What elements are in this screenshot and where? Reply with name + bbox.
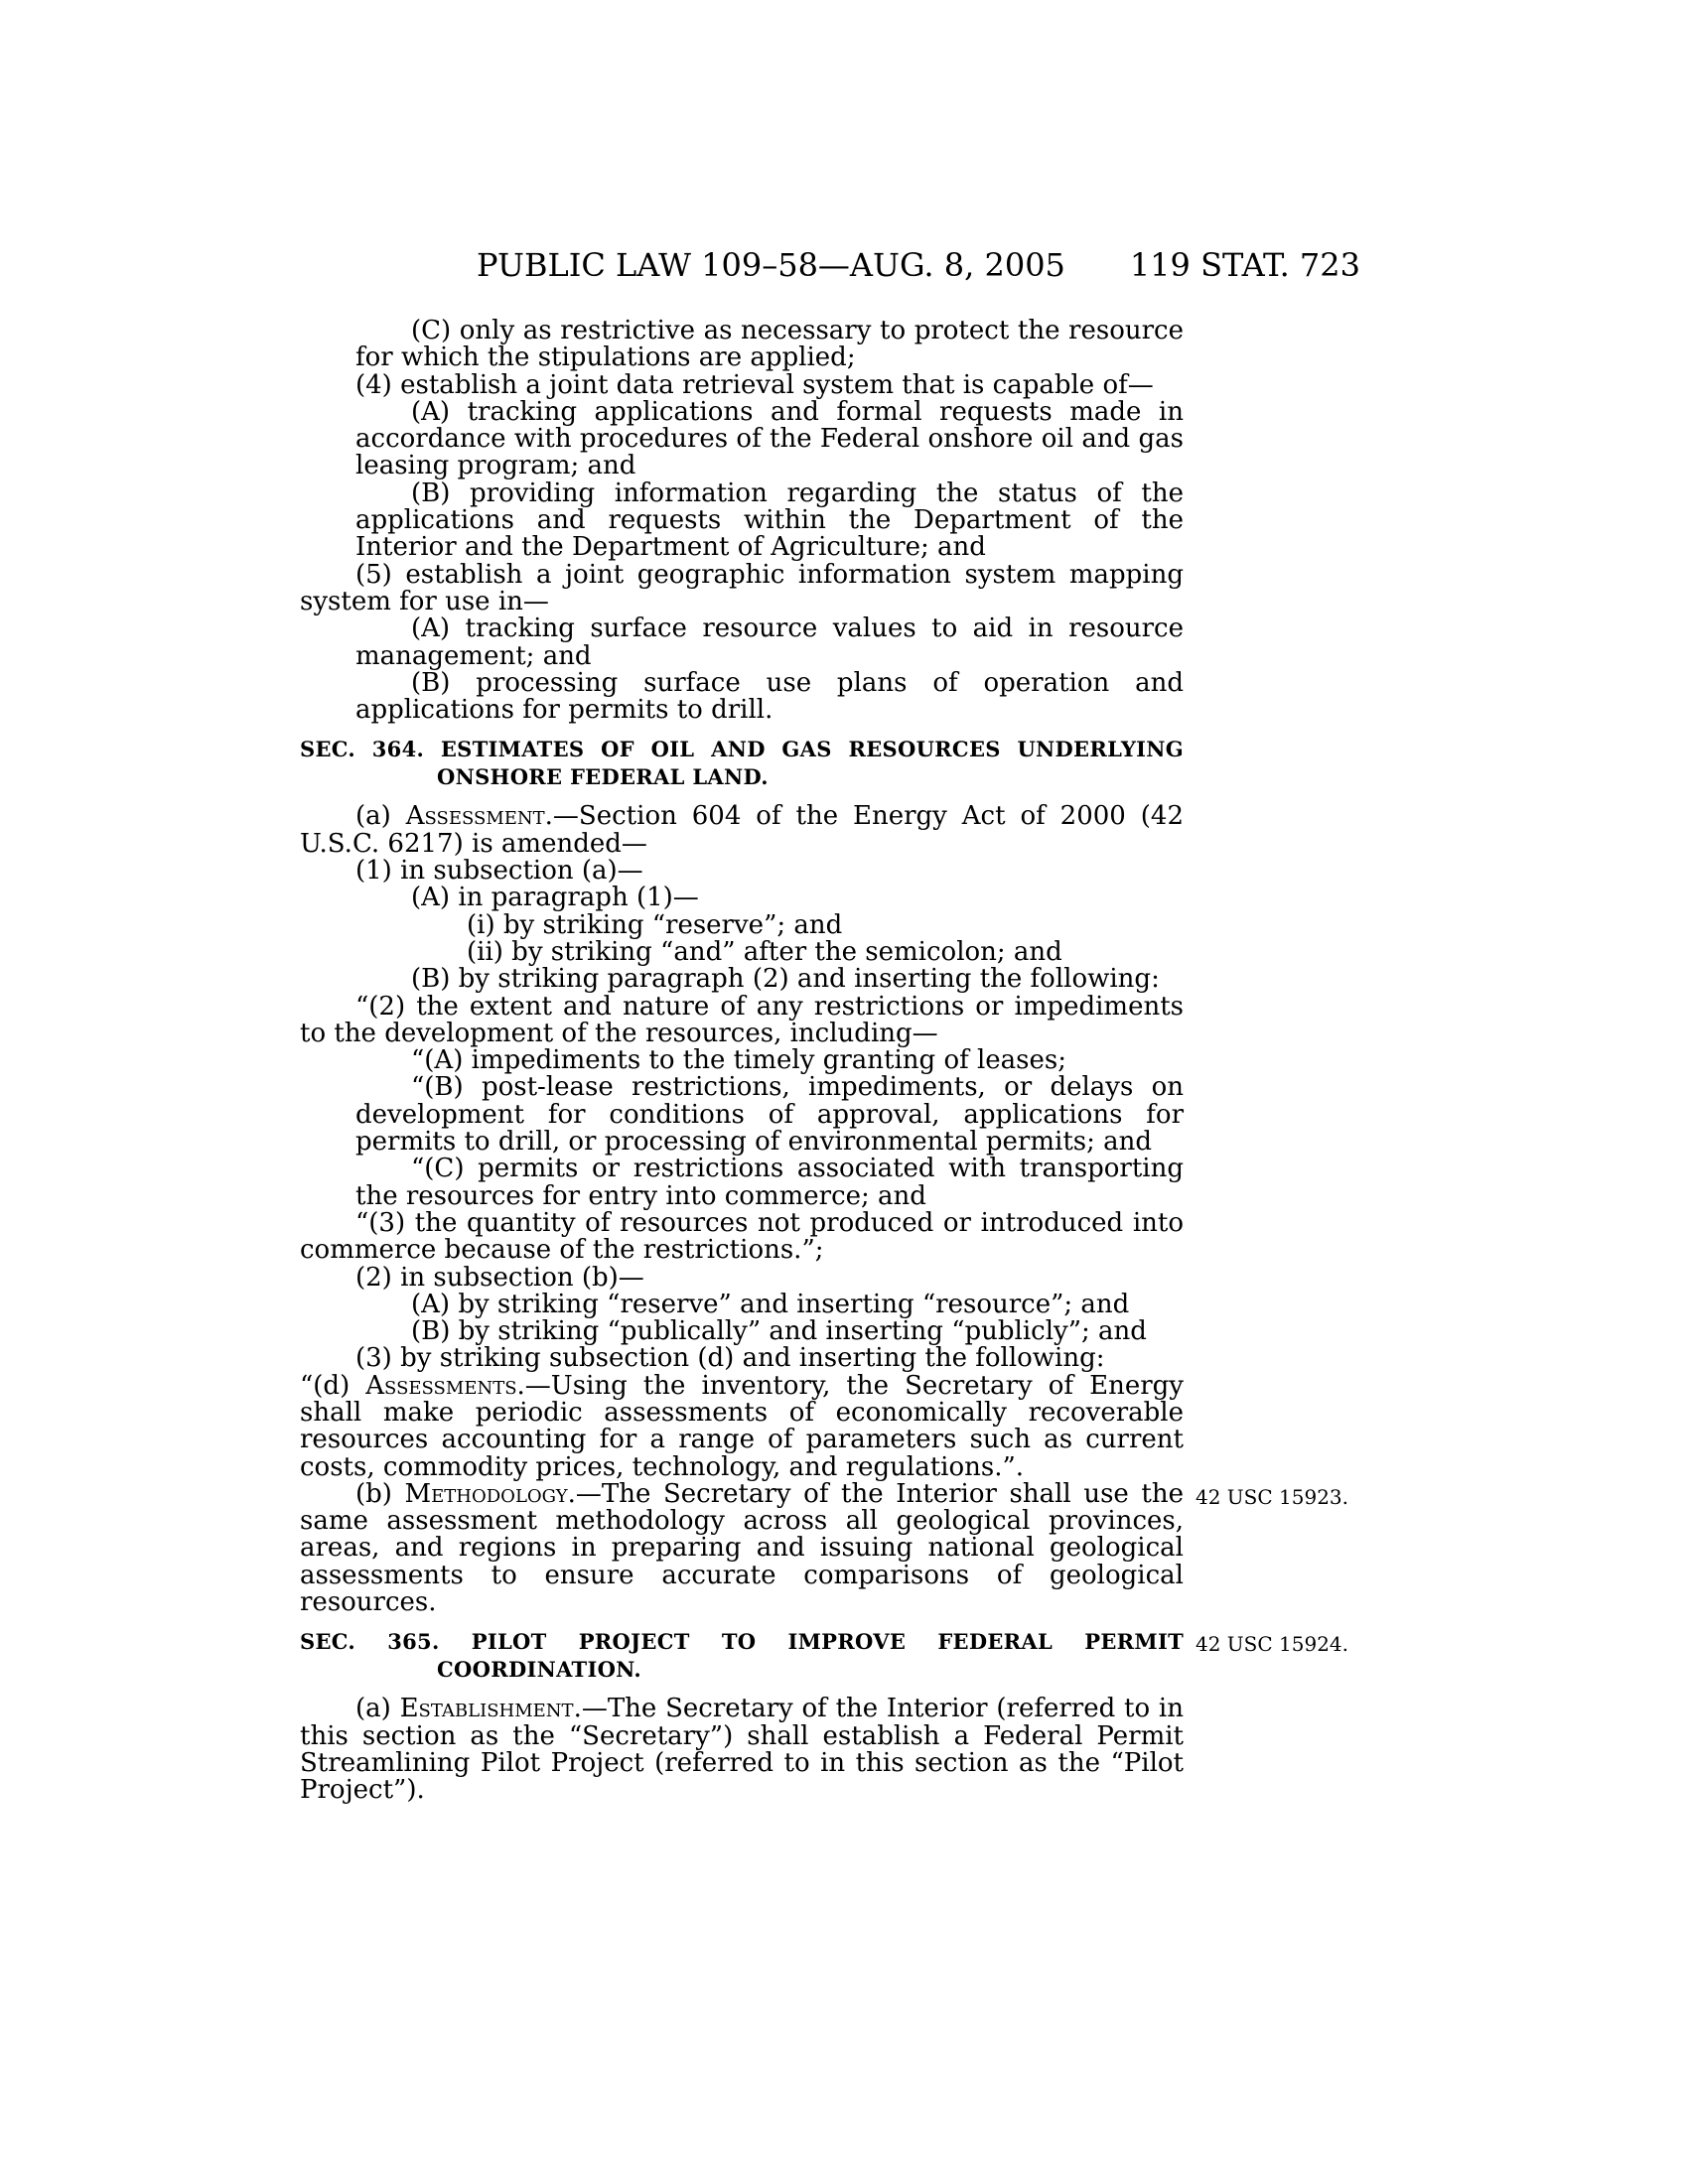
paragraph-text: SEC. 365. PILOT PROJECT TO IMPROVE FEDERAL PERMIT COORDINATION. (300, 1629, 1184, 1683)
paragraph-text: .—Using the inventory, the Secretary of Energy shall make periodic assessments of economically recoverable resources accounting for a range of parameters such as current costs, commodity prices, technology, and regulations.”. (300, 1370, 1184, 1482)
body-paragraph (300, 1696, 1184, 1804)
paragraph-text: “(C) permits or restrictions associated with transporting the resources for entry into commerce; and (355, 1154, 1184, 1211)
body-paragraph (300, 966, 1184, 993)
paragraph-text: (A) tracking surface resource values to aid in resource management; and (355, 614, 1184, 671)
paragraph-text: “(2) the extent and nature of any restrictions or impediments to the development of the resources, including— (300, 991, 1184, 1048)
subsection-heading: Assessments (365, 1370, 517, 1401)
paragraph-text: (i) by striking “reserve”; and (467, 909, 843, 940)
body-paragraph (300, 1262, 1184, 1293)
paragraph-designator: (a) (355, 1694, 400, 1724)
body-paragraph (300, 667, 1184, 726)
body-paragraph (300, 1156, 1184, 1210)
body-paragraph (300, 1318, 1184, 1345)
margin-note-usc: 42 USC 15924. (1196, 1632, 1349, 1656)
body-paragraph (300, 396, 1184, 481)
subsection-heading: Methodology (404, 1478, 568, 1509)
paragraph-text: (3) by striking subsection (d) and inserting the following: (355, 1343, 1105, 1374)
paragraph-text: (B) processing surface use plans of operation and applications for permits to drill. (355, 667, 1184, 726)
document-body (300, 318, 1184, 1805)
body-paragraph (300, 1047, 1184, 1074)
body-paragraph (300, 858, 1184, 885)
paragraph-text: (5) establish a joint geographic information system mapping system for use in— (300, 559, 1184, 616)
paragraph-text: (1) in subsection (a)— (355, 856, 643, 887)
body-paragraph (300, 559, 1184, 616)
body-paragraph (300, 1478, 1184, 1618)
paragraph-text: .—The Secretary of the Interior (referred to in this section as the “Secretary”) shall establish a Federal Permit Streamlining Pilot Project (referred to in this section as the “Pilot Project”). (300, 1694, 1184, 1806)
section-heading (300, 1628, 1184, 1684)
body-paragraph (300, 1345, 1184, 1372)
paragraph-text: “(A) impediments to the timely granting of leases; (411, 1045, 1067, 1076)
paragraph-text: SEC. 364. ESTIMATES OF OIL AND GAS RESOURCES UNDERLYING ONSHORE FEDERAL LAND. (300, 737, 1184, 790)
section-heading (300, 736, 1184, 791)
paragraph-text: (B) by striking paragraph (2) and inserting the following: (411, 964, 1160, 995)
paragraph-text: (C) only as restrictive as necessary to protect the resource for which the stipulations are applied; (355, 316, 1184, 373)
subsection-heading: Establishment (399, 1694, 574, 1724)
body-paragraph (300, 369, 1184, 400)
paragraph-designator: “(d) (300, 1370, 366, 1401)
margin-note-usc: 42 USC 15923. (1196, 1485, 1349, 1509)
body-paragraph (300, 909, 1184, 940)
paragraph-text: (A) in paragraph (1)— (411, 883, 699, 913)
body-paragraph (300, 1074, 1184, 1156)
body-paragraph (300, 1370, 1184, 1482)
body-paragraph (300, 480, 1184, 562)
body-paragraph (300, 615, 1184, 670)
subsection-heading: Assessment (405, 801, 545, 832)
paragraph-text: .—The Secretary of the Interior shall use the same assessment methodology across all geological provinces, areas, and regions in preparing and issuing national geological assessments to ensure accurate comparisons of geological resources. (300, 1478, 1184, 1618)
paragraph-text: (4) establish a joint data retrieval system that is capable of— (355, 369, 1154, 400)
paragraph-designator: (a) (355, 801, 406, 832)
paragraph-text: (A) by striking “reserve” and inserting “resource”; and (411, 1289, 1130, 1319)
body-paragraph (300, 1289, 1184, 1319)
body-paragraph (300, 885, 1184, 911)
paragraph-text: (2) in subsection (b)— (355, 1262, 644, 1293)
body-paragraph (300, 1207, 1184, 1266)
body-paragraph (300, 803, 1184, 858)
paragraph-text: “(B) post-lease restrictions, impediments, or delays on development for conditions of approval, applications for permits to drill, or processing of environmental permits; and (355, 1072, 1184, 1158)
body-paragraph (300, 318, 1184, 372)
running-head: PUBLIC LAW 109–58—AUG. 8, 2005 (477, 246, 1065, 284)
paragraph-text: (A) tracking applications and formal requests made in accordance with procedures of the Federal onshore oil and gas leasing program; and (355, 396, 1184, 481)
paragraph-text: .—Section 604 of the Energy Act of 2000 (42 U.S.C. 6217) is amended— (300, 801, 1184, 859)
statute-citation: 119 STAT. 723 (1129, 246, 1360, 284)
body-paragraph (300, 936, 1184, 967)
paragraph-text: (ii) by striking “and” after the semicolon; and (467, 936, 1062, 967)
paragraph-text: (B) by striking “publically” and inserting “publicly”; and (411, 1316, 1147, 1347)
paragraph-text: (B) providing information regarding the status of the applications and requests within the Department of the Interior and the Department of Agriculture; and (355, 478, 1184, 563)
paragraph-designator: (b) (355, 1478, 405, 1509)
paragraph-text: “(3) the quantity of resources not produced or introduced into commerce because of the restrictions.”; (300, 1207, 1184, 1266)
body-paragraph (300, 991, 1184, 1048)
